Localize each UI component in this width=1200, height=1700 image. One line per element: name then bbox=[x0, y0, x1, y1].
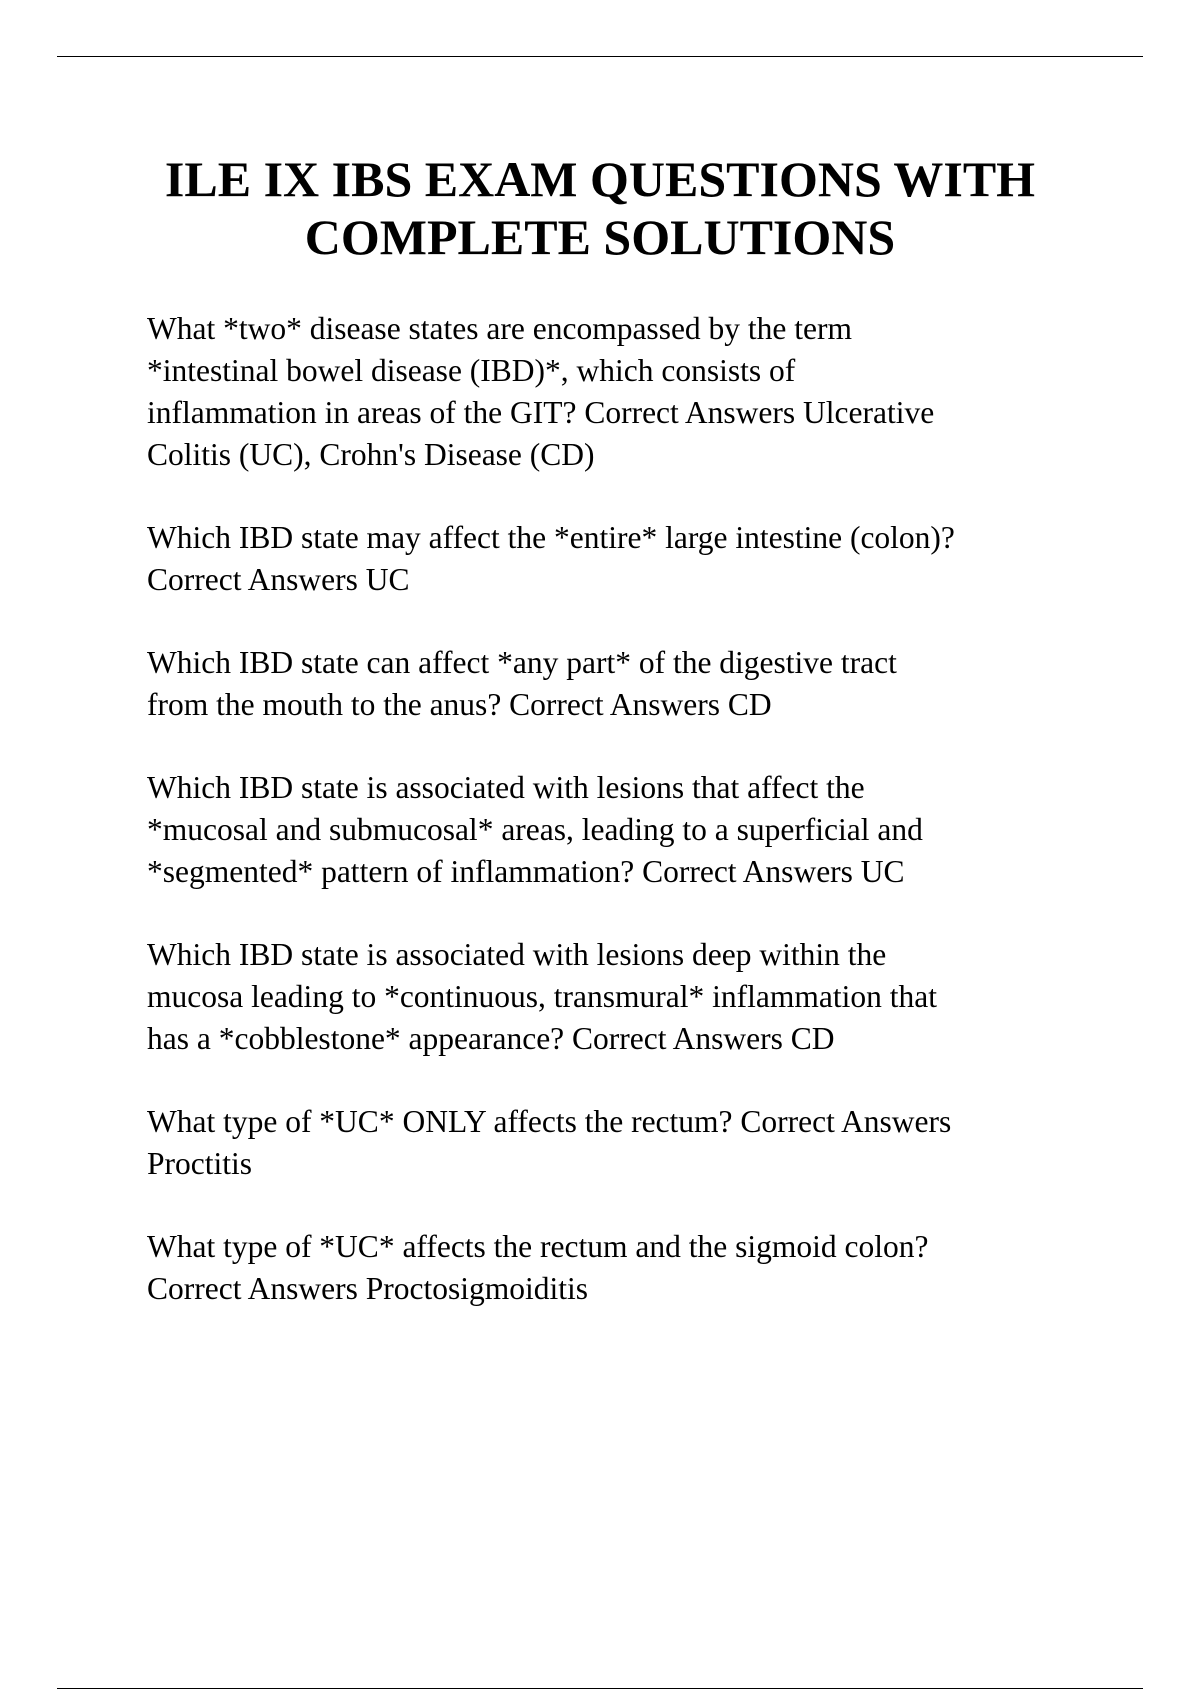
qa-item: Which IBD state is associated with lesions deep within the mucosa leading to *continuous, transmural* inflammation that has a *cobblestone* appearance? Correct Answers CD bbox=[147, 937, 937, 1056]
top-divider bbox=[57, 56, 1143, 57]
qa-item: Which IBD state is associated with lesions that affect the *mucosal and submucosal* areas, leading to a superficial and *segmented* pattern of inflammation? Correct Answers UC bbox=[147, 770, 923, 889]
title-line-1: ILE IX IBS EXAM QUESTIONS WITH bbox=[164, 151, 1036, 207]
qa-list bbox=[147, 308, 1107, 1351]
bottom-divider bbox=[57, 1688, 1143, 1689]
qa-item: Which IBD state can affect *any part* of the digestive tract from the mouth to the anus? Correct Answers CD bbox=[147, 645, 897, 722]
qa-item: What type of *UC* affects the rectum and the sigmoid colon? Correct Answers Proctosigmoiditis bbox=[147, 1229, 929, 1306]
document-title bbox=[100, 150, 1100, 266]
qa-item: Which IBD state may affect the *entire* large intestine (colon)? Correct Answers UC bbox=[147, 520, 955, 597]
title-line-2: COMPLETE SOLUTIONS bbox=[304, 209, 896, 265]
qa-item: What *two* disease states are encompassed by the term *intestinal bowel disease (IBD)*, which consists of inflammation in areas of the GIT? Correct Answers Ulcerative Colitis (UC), Crohn's Disease (CD) bbox=[147, 311, 935, 472]
qa-item: What type of *UC* ONLY affects the rectum? Correct Answers Proctitis bbox=[147, 1104, 952, 1181]
